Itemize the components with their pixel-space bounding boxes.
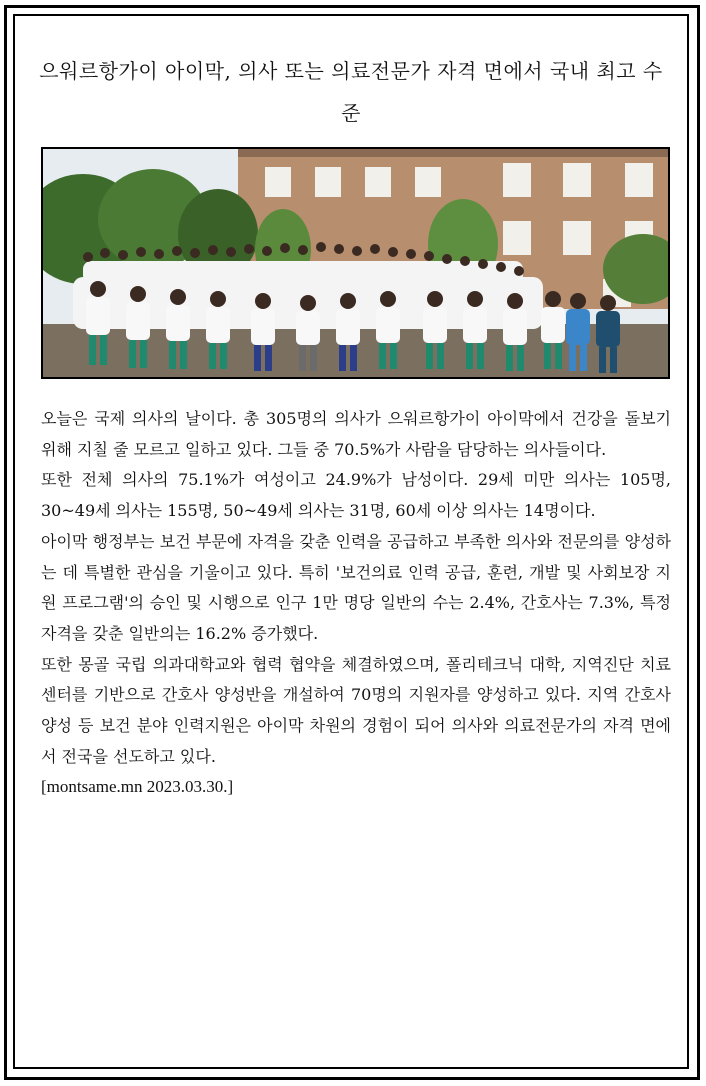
article-title: 으워르항가이 아이막, 의사 또는 의료전문가 자격 면에서 국내 최고 수준 — [39, 59, 663, 125]
page-outer-frame — [4, 5, 700, 1080]
page-inner-frame — [13, 14, 689, 1069]
source-citation: [montsame.mn 2023.03.30.] — [41, 777, 234, 797]
group-photo — [41, 147, 670, 379]
paragraph: 또한 전체 의사의 75.1%가 여성이고 24.9%가 남성이다. 29세 미만 의사는 105명, 30~49세 의사는 155명, 50~49세 의사는 31명, 60세 이상 의사는 14명이다. — [41, 470, 671, 521]
paragraph: 또한 몽골 국립 의과대학교와 협력 협약을 체결하였으며, 폴리테크닉 대학, 지역진단 치료센터를 기반으로 간호사 양성반을 개설하여 70명의 지원자를 양성하고 있다. 지역 간호사 양성 등 보건 분야 인력지원은 아이막 차원의 경험이 되어 의사와 의료전문가의 자격 면에서 전국을 선도하고 있다. — [41, 654, 671, 766]
paragraph: 오늘은 국제 의사의 날이다. 총 305명의 의사가 으워르항가이 아이막에서 건강을 돌보기 위해 지칠 줄 모르고 일하고 있다. 그들 중 70.5%가 사람을 담당하는 의사들이다. — [41, 409, 671, 459]
group-photo-icon — [43, 149, 668, 377]
paragraph: 아이막 행정부는 보건 부문에 자격을 갖춘 인력을 공급하고 부족한 의사와 전문의를 양성하는 데 특별한 관심을 기울이고 있다. 특히 '보건의료 인력 공급, 훈련, 개발 및 사회보장 지원 프로그램'의 승인 및 시행으로 인구 1만 명당 일반의 수는 2.4%, 간호사는 7.3%, 특정 자격을 갖춘 일반의는 16.2% 증가했다. — [41, 531, 671, 643]
article-body — [41, 404, 671, 803]
